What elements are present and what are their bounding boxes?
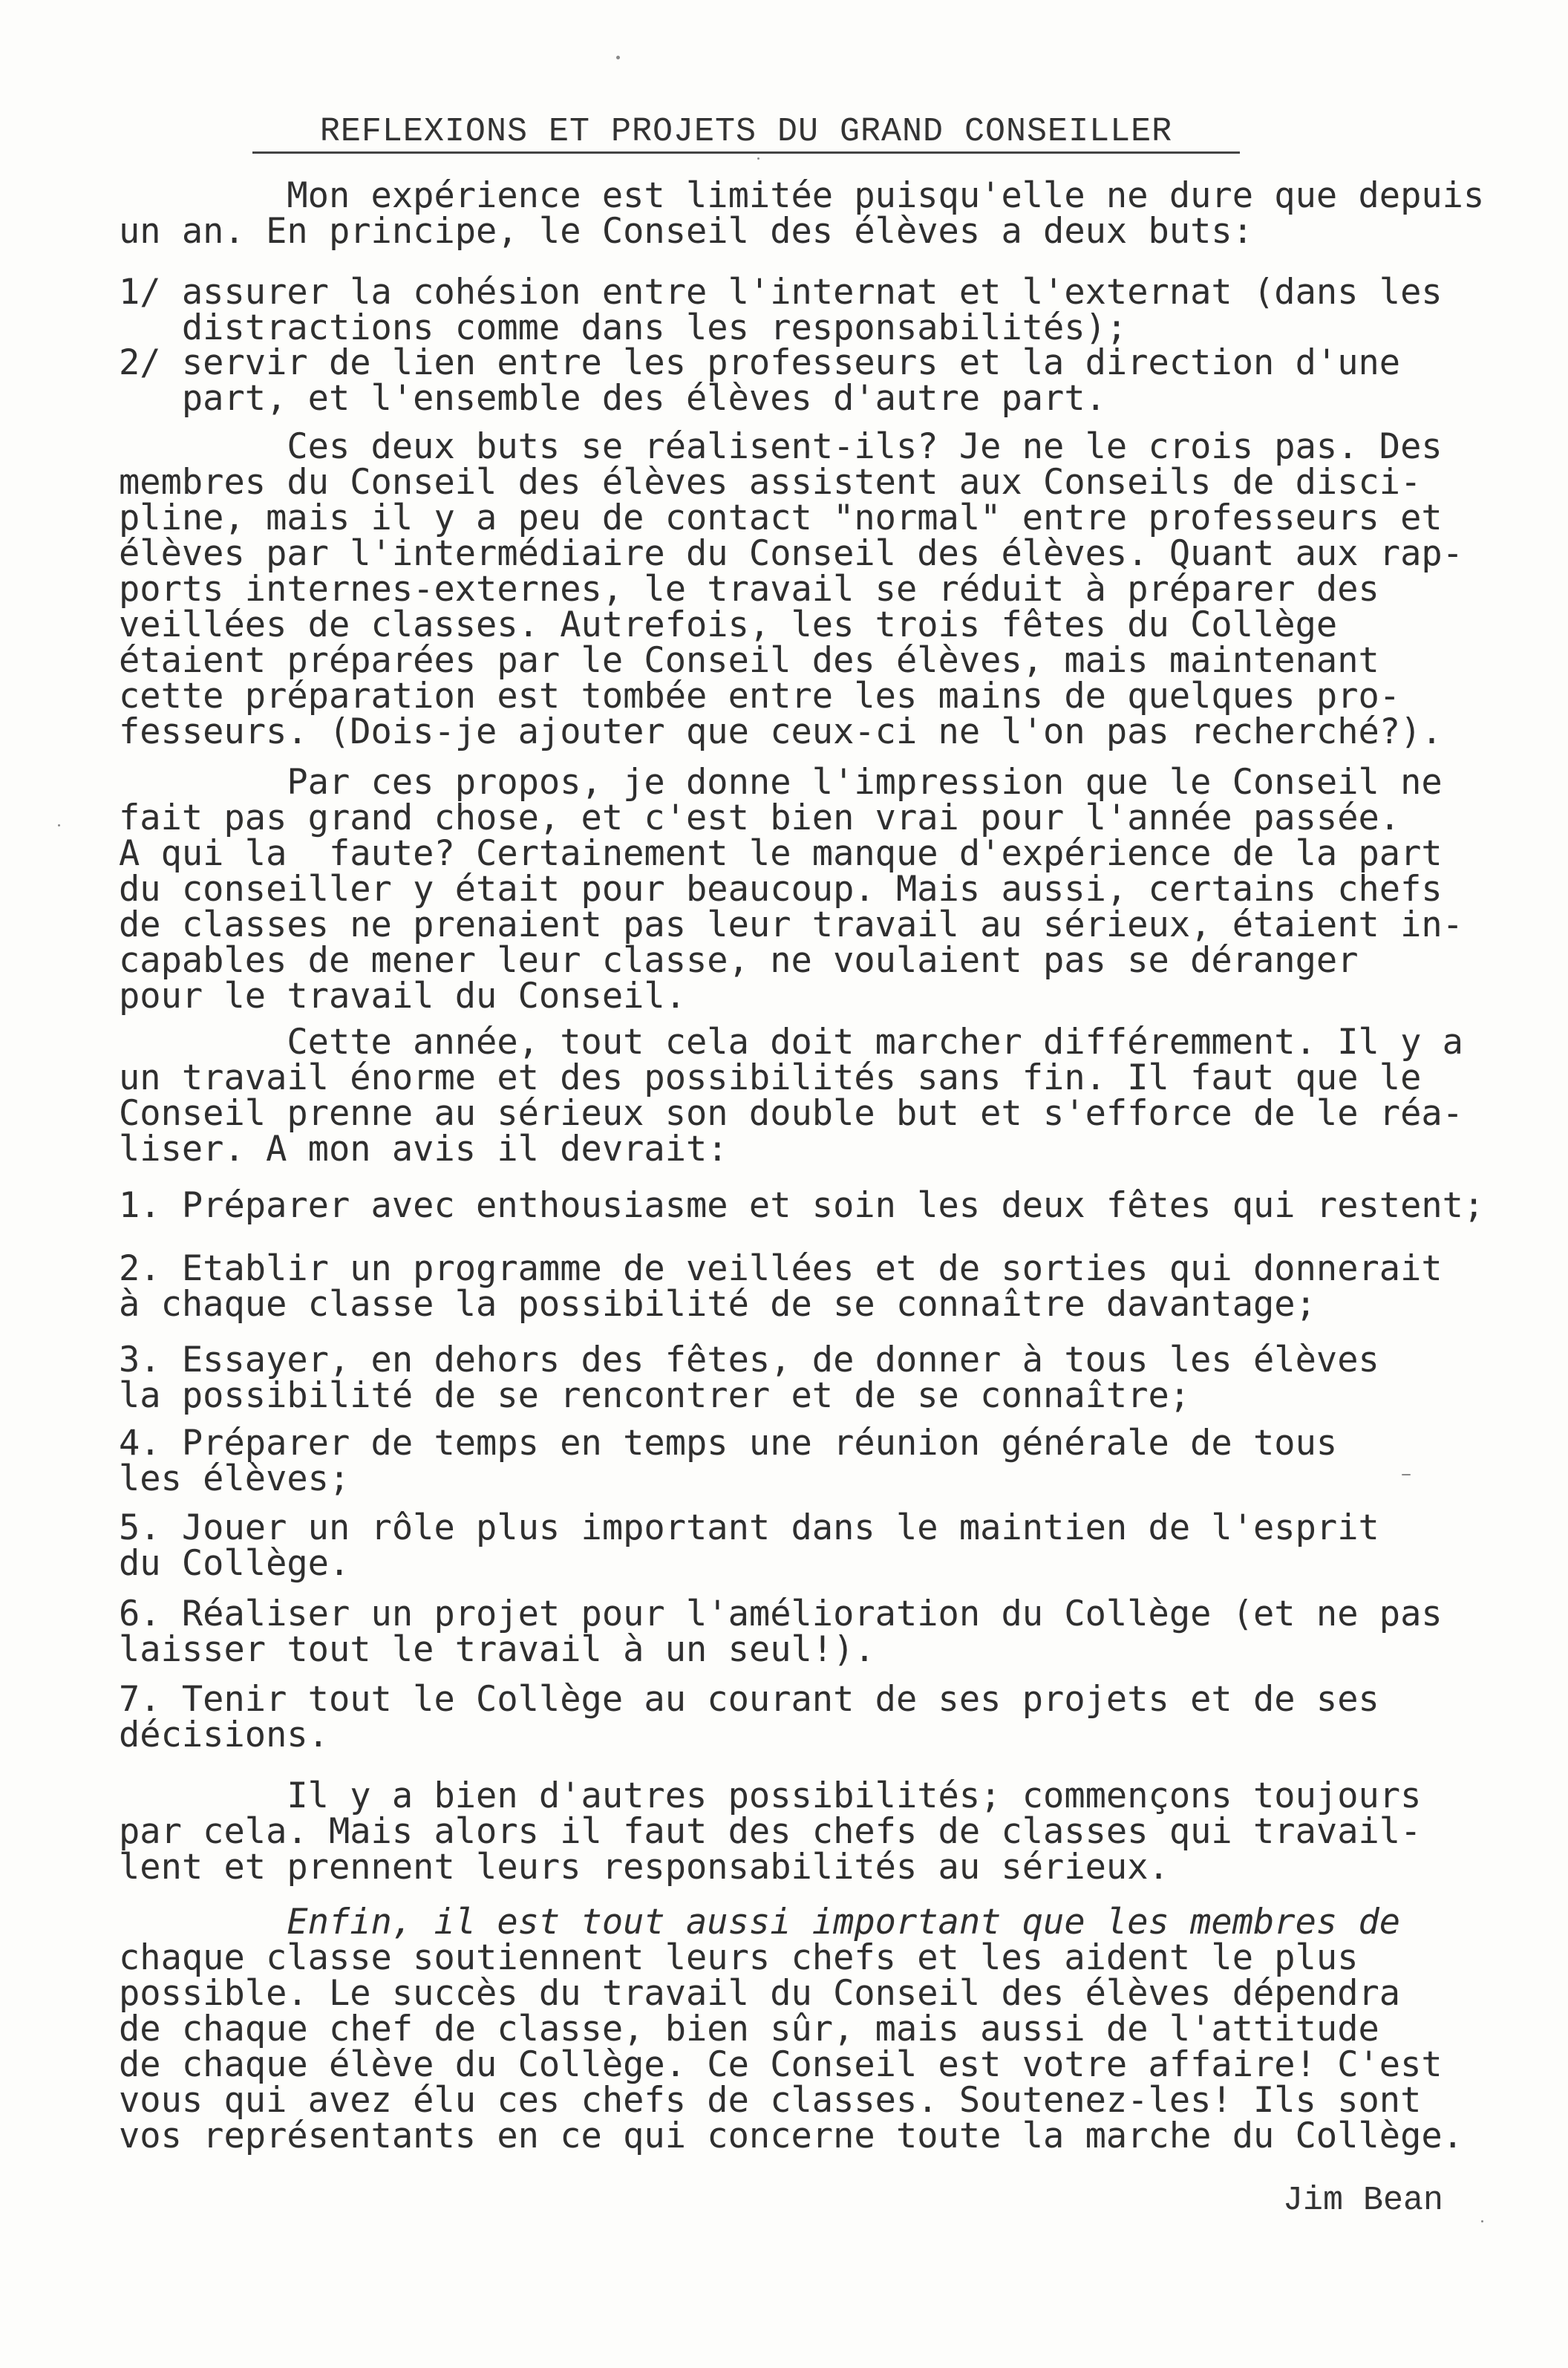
paper-speck <box>757 157 760 160</box>
document-title: REFLEXIONS ET PROJETS DU GRAND CONSEILLER <box>319 113 1173 151</box>
paragraph-last-year: Par ces propos, je donne l'impression que le Conseil ne fait pas grand chose, et c'est bien vrai pour l'année passée. A qui la faute? Certainement le manque d'expérience de la part du conseiller y était pour beaucoup. Mais aussi, certains chefs de classes ne prenaient pas leur travail au sérieux, étaient in- capables de mener leur classe, ne voulaient pas se déranger pour le travail du Conseil. <box>119 762 1463 1017</box>
list-item-7: 7. Tenir tout le Collège au courant de ses projets et de ses décisions. <box>119 1679 1379 1755</box>
list-item-2: 2. Etablir un programme de veillées et de sorties qui donnerait à chaque classe la possibilité de se connaître davantage; <box>119 1248 1443 1325</box>
title-underline <box>252 151 1240 154</box>
goal-item-1: 1/ assurer la cohésion entre l'internat et l'externat (dans les distractions comme dans les responsabilités); <box>119 272 1443 348</box>
paper-speck <box>616 56 620 59</box>
list-item-1: 1. Préparer avec enthousiasme et soin les deux fêtes qui restent; <box>119 1185 1485 1226</box>
paper-speck <box>58 824 60 826</box>
list-item-5: 5. Jouer un rôle plus important dans le maintien de l'esprit du Collège. <box>119 1507 1379 1584</box>
paper-speck <box>1402 1474 1411 1475</box>
paper-speck <box>1481 2220 1483 2222</box>
paragraph-intro: Mon expérience est limitée puisqu'elle ne dure que depuis un an. En principe, le Conseil des élèves a deux buts: <box>119 175 1485 252</box>
list-item-4: 4. Préparer de temps en temps une réunion générale de tous les élèves; <box>119 1423 1338 1499</box>
list-item-3: 3. Essayer, en dehors des fêtes, de donner à tous les élèves la possibilité de se rencontrer et de se connaître; <box>119 1340 1379 1416</box>
list-item-6: 6. Réaliser un projet pour l'amélioration du Collège (et ne pas laisser tout le travail à un seul!). <box>119 1594 1443 1670</box>
paragraph-this-year: Cette année, tout cela doit marcher différemment. Il y a un travail énorme et des possibilités sans fin. Il faut que le Conseil prenne au sérieux son double but et s'efforce de le réa- liser. A mon avis il devrait: <box>119 1022 1463 1170</box>
paragraph-closing-italic: Enfin, il est tout aussi important que les membres de <box>119 1902 1401 1943</box>
goal-item-2: 2/ servir de lien entre les professeurs et la direction d'une part, et l'ensemble des élèves d'autre part. <box>119 342 1401 419</box>
paragraph-other-possibilities: Il y a bien d'autres possibilités; commençons toujours par cela. Mais alors il faut des chefs de classes qui travail- lent et prennent leurs responsabilités au sérieux. <box>119 1775 1422 1888</box>
paragraph-assessment: Ces deux buts se réalisent-ils? Je ne le crois pas. Des membres du Conseil des élèves assistent aux Conseils de disci- pline, mais il y a peu de contact "normal" entre professeurs et élèves par l'intermédiaire du Conseil des élèves. Quant aux rap- ports internes-externes, le travail se réduit à préparer des veillées de classes. Autrefois, les trois fêtes du Collège étaient préparées par le Conseil des élèves, mais maintenant cette préparation est tombée entre les mains de quelques pro- fesseurs. (Dois-je ajouter que ceux-ci ne l'on pas recherché?). <box>119 426 1463 752</box>
paragraph-closing: chaque classe soutiennent leurs chefs et les aident le plus possible. Le succès du travail du Conseil des élèves dépendra de chaque chef de classe, bien sûr, mais aussi de l'attitude de chaque élève du Collège. Ce Conseil est votre affaire! C'est vous qui avez élu ces chefs de classes. Soutenez-les! Ils sont vos représentants en ce qui concerne toute la marche du Collège. <box>119 1937 1463 2156</box>
signature: Jim Bean <box>1283 2182 1444 2219</box>
